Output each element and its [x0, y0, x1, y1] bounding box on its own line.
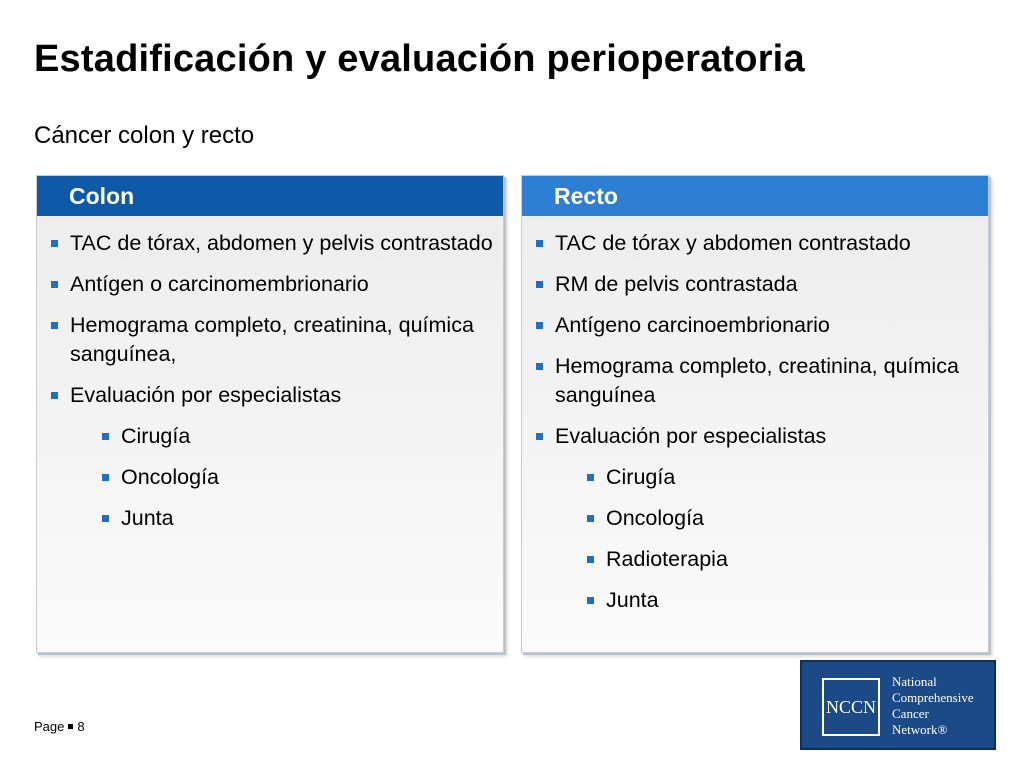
- list-item: [522, 352, 988, 410]
- logo-line: National: [892, 674, 937, 689]
- list-item-text: RM de pelvis contrastada: [555, 272, 798, 296]
- square-bullet-icon: [51, 281, 58, 288]
- square-bullet-icon: [536, 240, 543, 247]
- slide-title: Estadificación y evaluación perioperatoria: [34, 38, 805, 80]
- list-item-text: Cirugía: [606, 465, 676, 489]
- square-bullet-icon: [536, 281, 543, 288]
- square-bullet-icon: [587, 556, 594, 563]
- colon-panel-header: Colon: [37, 176, 503, 216]
- sub-list-item: [37, 463, 503, 492]
- colon-list: [37, 216, 503, 533]
- square-bullet-icon: [587, 474, 594, 481]
- page-footer: [34, 719, 85, 734]
- list-item-text: Evaluación por especialistas: [555, 424, 827, 448]
- sub-list-item: [522, 586, 988, 615]
- list-item-text: Evaluación por especialistas: [70, 383, 342, 407]
- list-item-text: TAC de tórax y abdomen contrastado: [555, 231, 911, 255]
- list-item-text: Cirugía: [121, 424, 191, 448]
- list-item-text: Oncología: [121, 465, 220, 489]
- square-bullet-icon: [51, 392, 58, 399]
- logo-text: [892, 674, 974, 738]
- list-item-text: Oncología: [606, 506, 705, 530]
- list-item-text: Radioterapia: [606, 547, 728, 571]
- square-bullet-icon: [51, 240, 58, 247]
- colon-panel: [36, 175, 504, 653]
- sub-list-item: [522, 504, 988, 533]
- logo-line: Comprehensive: [892, 690, 974, 705]
- square-bullet-icon: [102, 474, 109, 481]
- square-bullet-icon: [51, 322, 58, 329]
- page-number: 8: [77, 719, 85, 734]
- list-item: [37, 381, 503, 410]
- nccn-logo: [800, 660, 996, 750]
- list-item: [37, 229, 503, 258]
- list-item: [522, 422, 988, 451]
- recto-list: [522, 216, 988, 615]
- recto-panel: [521, 175, 989, 653]
- logo-line: Network®: [892, 722, 948, 737]
- sub-list-item: [37, 422, 503, 451]
- list-item-text: Junta: [606, 588, 659, 612]
- square-bullet-icon: [536, 363, 543, 370]
- sub-list-item: [37, 504, 503, 533]
- logo-mark: NCCN: [822, 678, 880, 736]
- list-item: [37, 311, 503, 369]
- square-separator-icon: [68, 724, 73, 729]
- recto-panel-header: Recto: [522, 176, 988, 216]
- list-item: [522, 229, 988, 258]
- square-bullet-icon: [536, 433, 543, 440]
- list-item: [522, 311, 988, 340]
- square-bullet-icon: [587, 597, 594, 604]
- square-bullet-icon: [102, 433, 109, 440]
- sub-list-item: [522, 545, 988, 574]
- list-item: [522, 270, 988, 299]
- list-item-text: TAC de tórax, abdomen y pelvis contrastado: [70, 231, 493, 255]
- list-item: [37, 270, 503, 299]
- sub-list-item: [522, 463, 988, 492]
- square-bullet-icon: [587, 515, 594, 522]
- slide-subtitle: Cáncer colon y recto: [34, 122, 255, 149]
- list-item-text: Antígeno carcinoembrionario: [555, 313, 830, 337]
- logo-line: Cancer: [892, 706, 929, 721]
- page-label: Page: [34, 719, 65, 734]
- list-item-text: Antígen o carcinomembrionario: [70, 272, 369, 296]
- list-item-text: Hemograma completo, creatinina, química sanguínea: [555, 354, 959, 407]
- list-item-text: Junta: [121, 506, 174, 530]
- list-item-text: Hemograma completo, creatinina, química sanguínea,: [70, 313, 474, 366]
- square-bullet-icon: [102, 515, 109, 522]
- square-bullet-icon: [536, 322, 543, 329]
